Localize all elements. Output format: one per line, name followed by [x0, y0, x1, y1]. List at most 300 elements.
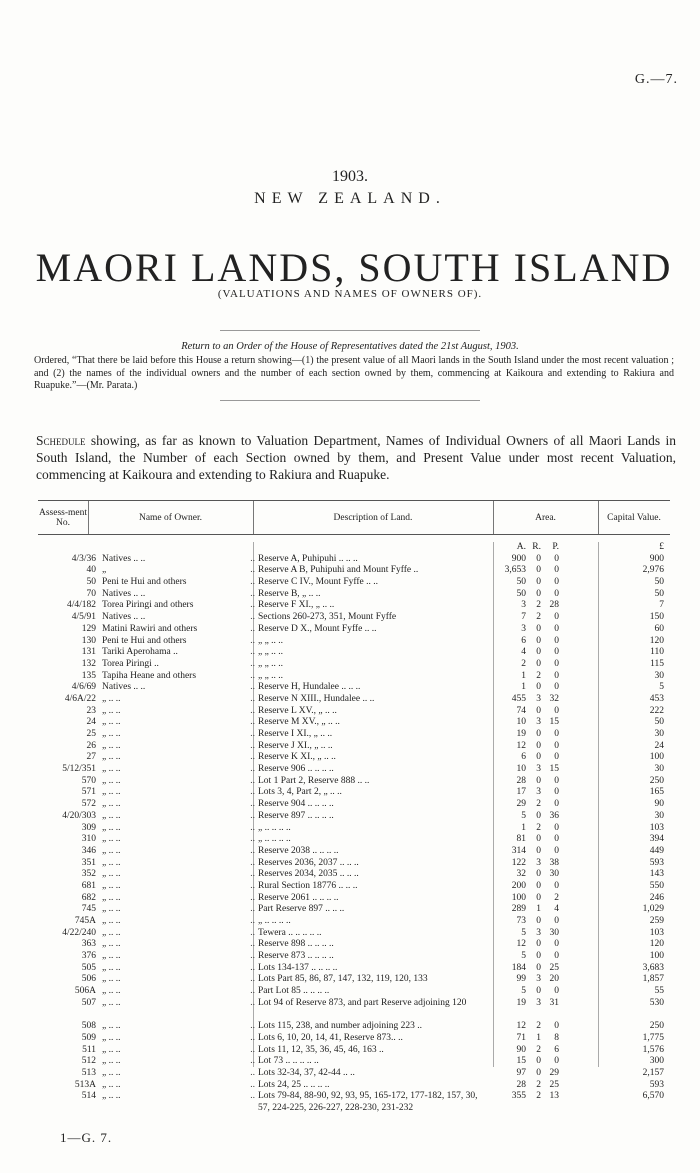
land-description: Reserve B, „ .. .. [258, 588, 321, 599]
owner-name: „ .. .. [102, 845, 121, 856]
assessment-number: 27 [86, 752, 96, 763]
area-acres: 289 [511, 904, 526, 915]
area-perches: 0 [554, 612, 559, 623]
capital-value: 30 [654, 810, 664, 821]
owner-name: „ .. .. [102, 904, 121, 915]
assessment-number: 129 [81, 623, 96, 634]
owner-name: „ [102, 565, 107, 576]
area-roods: 0 [536, 810, 541, 821]
area-acres: 12 [516, 740, 526, 751]
capital-value: 394 [649, 834, 664, 845]
leader-dots: .. [250, 834, 255, 845]
assessment-number: 571 [81, 787, 96, 798]
land-description: Lot 94 of Reserve 873, and part Reserve adjoining 120 [258, 997, 467, 1008]
divider-bottom [220, 400, 480, 401]
land-description: „ „ .. .. [258, 658, 284, 669]
assessment-number: 4/5/91 [71, 612, 96, 623]
area-roods: 0 [536, 986, 541, 997]
owner-name: „ .. .. [102, 962, 121, 973]
area-roods: 3 [536, 857, 541, 868]
area-roods: 2 [536, 799, 541, 810]
area-acres: 17 [516, 787, 526, 798]
leader-dots: .. [250, 1091, 255, 1102]
land-description: Reserve 906 .. .. .. .. [258, 764, 334, 775]
area-perches: 25 [549, 1079, 559, 1090]
capital-value: 250 [649, 1021, 664, 1032]
assessment-number: 572 [81, 799, 96, 810]
assessment-number: 4/6A/22 [64, 693, 96, 704]
leader-dots: .. [250, 1056, 255, 1067]
owner-name: „ .. .. [102, 705, 121, 716]
owner-name: „ .. .. [102, 892, 121, 903]
leader-dots: .. [250, 717, 255, 728]
area-acres: 29 [516, 799, 526, 810]
table-row [38, 823, 670, 835]
table-row [38, 904, 670, 916]
capital-value: 1,775 [642, 1032, 664, 1043]
area-acres: 32 [516, 869, 526, 880]
owner-name: „ .. .. [102, 740, 121, 751]
area-acres: 12 [516, 939, 526, 950]
table-row [38, 647, 670, 659]
table-row [38, 951, 670, 963]
owner-name: „ .. .. [102, 916, 121, 926]
owner-name: „ .. .. [102, 880, 121, 891]
area-perches: 0 [554, 787, 559, 798]
table-row [38, 963, 670, 975]
land-description: Reserve H, Hundalee .. .. .. [258, 682, 361, 693]
capital-value: 300 [649, 1056, 664, 1067]
leader-dots: .. [250, 693, 255, 704]
page-footer: 1—G. 7. [60, 1130, 113, 1145]
land-description: Reserve D X., Mount Fyffe .. .. [258, 623, 377, 634]
table-row [38, 589, 670, 601]
table-row [38, 799, 670, 811]
owner-name: „ .. .. [102, 729, 121, 739]
table-row [38, 858, 670, 870]
area-perches: 0 [554, 647, 559, 658]
capital-value: 100 [649, 752, 664, 763]
area-roods: 0 [536, 951, 541, 962]
table-row [38, 554, 670, 566]
divider-top [220, 330, 480, 331]
owner-name: „ .. .. [102, 787, 121, 798]
area-roods: 2 [536, 822, 541, 833]
area-acres: 19 [516, 997, 526, 1008]
area-acres: 314 [511, 845, 526, 856]
col-owner: Name of Owner. [88, 501, 254, 534]
area-roods: 0 [536, 658, 541, 669]
area-roods: 2 [536, 1021, 541, 1032]
land-description: Part Lot 85 .. .. .. .. [258, 986, 330, 997]
area-roods: 0 [536, 939, 541, 950]
land-description: Reserve 898 .. .. .. .. [258, 939, 334, 950]
units-row [38, 542, 670, 554]
capital-value: 6,570 [642, 1091, 664, 1102]
area-roods: 0 [536, 1067, 541, 1078]
area-roods: 0 [536, 962, 541, 973]
area-acres: 200 [511, 880, 526, 891]
col-value: Capital Value. [607, 512, 661, 523]
area-acres: 15 [516, 1056, 526, 1067]
area-perches: 0 [554, 834, 559, 845]
area-roods: 3 [536, 717, 541, 728]
table-body [38, 542, 670, 1126]
assessment-number: 309 [81, 822, 96, 833]
owner-name: Tapiha Heane and others [102, 670, 197, 681]
assessment-number: 512 [81, 1056, 96, 1067]
capital-value: 120 [649, 635, 664, 646]
area-acres: 1 [521, 682, 526, 693]
area-roods: 3 [536, 693, 541, 704]
owner-name: Natives .. .. [102, 588, 146, 599]
land-description: Reserve K XI., „ .. .. [258, 752, 336, 763]
area-acres: 97 [516, 1067, 526, 1078]
area-acres: 900 [511, 553, 526, 564]
land-description: Lots 6, 10, 20, 14, 41, Reserve 873.. .. [258, 1032, 403, 1043]
area-roods: 0 [536, 729, 541, 739]
capital-value: 593 [649, 857, 664, 868]
area-acres: 5 [521, 951, 526, 962]
assessment-number: 506 [81, 974, 96, 985]
land-description: Lot 1 Part 2, Reserve 888 .. .. [258, 775, 370, 786]
area-perches: 0 [554, 880, 559, 891]
area-perches: 0 [554, 775, 559, 786]
owner-name: „ .. .. [102, 752, 121, 763]
leader-dots: .. [250, 1079, 255, 1090]
area-acres: 10 [516, 764, 526, 775]
capital-value: 259 [649, 916, 664, 926]
area-acres: 6 [521, 635, 526, 646]
table-row [38, 636, 670, 648]
area-perches: 0 [554, 658, 559, 669]
area-perches: 15 [549, 764, 559, 775]
area-roods: 0 [536, 916, 541, 926]
assessment-number: 681 [81, 880, 96, 891]
leader-dots: .. [250, 764, 255, 775]
area-perches: 0 [554, 845, 559, 856]
area-acres: 19 [516, 729, 526, 739]
area-roods: 2 [536, 1091, 541, 1102]
table-row [38, 659, 670, 671]
unit-acres: A. [516, 542, 526, 552]
assessment-number: 5/12/351 [62, 764, 96, 775]
leader-dots: .. [250, 799, 255, 810]
area-roods: 0 [536, 565, 541, 576]
land-description: Lots 79-84, 88-90, 92, 93, 95, 165-172, 177-182, 157, 30, 57, 224-225, 226-227, 228-230, 231-232 [258, 1091, 478, 1114]
owner-name: „ .. .. [102, 822, 121, 833]
area-roods: 0 [536, 553, 541, 564]
area-acres: 28 [516, 1079, 526, 1090]
area-roods: 0 [536, 740, 541, 751]
leader-dots: .. [250, 951, 255, 962]
area-perches: 29 [549, 1067, 559, 1078]
table-row [38, 1021, 670, 1033]
owner-name: „ .. .. [102, 869, 121, 880]
leader-dots: .. [250, 880, 255, 891]
area-perches: 0 [554, 1021, 559, 1032]
area-roods: 0 [536, 577, 541, 588]
capital-value: 143 [649, 869, 664, 880]
capital-value: 1,576 [642, 1044, 664, 1055]
land-description: „ .. .. .. .. [258, 822, 291, 833]
area-perches: 0 [554, 623, 559, 634]
table-row [38, 787, 670, 799]
assessment-number: 511 [82, 1044, 96, 1055]
area-acres: 4 [521, 647, 526, 658]
area-roods: 3 [536, 927, 541, 938]
table-row [38, 694, 670, 706]
assessment-number: 25 [86, 729, 96, 739]
area-perches: 25 [549, 962, 559, 973]
area-perches: 0 [554, 577, 559, 588]
assessment-number: 135 [81, 670, 96, 681]
area-perches: 0 [554, 916, 559, 926]
capital-value: 103 [649, 927, 664, 938]
area-acres: 74 [516, 705, 526, 716]
leader-dots: .. [250, 623, 255, 634]
area-acres: 5 [521, 810, 526, 821]
leader-dots: .. [250, 857, 255, 868]
land-description: Reserve A B, Puhipuhi and Mount Fyffe .. [258, 565, 419, 576]
capital-value: 30 [654, 670, 664, 681]
capital-value: 246 [649, 892, 664, 903]
land-description: „ .. .. .. .. [258, 834, 291, 845]
return-order-line: Return to an Order of the House of Representatives dated the 21st August, 1903. [181, 341, 519, 352]
table-row [38, 671, 670, 683]
area-acres: 5 [521, 927, 526, 938]
table-row [38, 1080, 670, 1092]
table-row [38, 776, 670, 788]
area-roods: 0 [536, 635, 541, 646]
assessment-number: 50 [86, 577, 96, 588]
area-roods: 2 [536, 1079, 541, 1090]
owner-name: Natives .. .. [102, 612, 146, 623]
area-acres: 71 [516, 1032, 526, 1043]
assessment-number: 513A [74, 1079, 96, 1090]
area-perches: 2 [554, 892, 559, 903]
document-title: MAORI LANDS, SOUTH ISLAND [35, 245, 673, 290]
capital-value: 110 [650, 647, 664, 658]
owner-name: „ .. .. [102, 951, 121, 962]
table-row [38, 939, 670, 951]
leader-dots: .. [250, 565, 255, 576]
leader-dots: .. [250, 1021, 255, 1032]
assessment-number: 351 [81, 857, 96, 868]
leader-dots: .. [250, 775, 255, 786]
land-description: Lots 11, 12, 35, 36, 45, 46, 163 .. [258, 1044, 384, 1055]
leader-dots: .. [250, 740, 255, 751]
country-heading: NEW ZEALAND. [254, 190, 446, 207]
land-description: Reserves 2036, 2037 .. .. .. [258, 857, 359, 868]
capital-value: 453 [649, 693, 664, 704]
owner-name: Natives .. .. [102, 682, 146, 693]
area-roods: 3 [536, 997, 541, 1008]
assessment-number: 70 [86, 588, 96, 599]
area-acres: 3 [521, 623, 526, 634]
area-roods: 0 [536, 623, 541, 634]
area-roods: 3 [536, 974, 541, 985]
capital-value: 5 [659, 682, 664, 693]
land-description: Reserve 904 .. .. .. .. [258, 799, 334, 810]
capital-value: 50 [654, 577, 664, 588]
land-description: Reserve 897 .. .. .. .. [258, 810, 334, 821]
schedule-lead: Schedule [36, 433, 86, 448]
capital-value: 550 [649, 880, 664, 891]
capital-value: 30 [654, 729, 664, 739]
owner-name: Tariki Aperohama .. [102, 647, 178, 658]
assessment-number: 682 [81, 892, 96, 903]
area-roods: 3 [536, 764, 541, 775]
leader-dots: .. [250, 577, 255, 588]
owner-name: Torea Piringi and others [102, 600, 194, 611]
area-perches: 20 [549, 974, 559, 985]
area-perches: 0 [554, 822, 559, 833]
leader-dots: .. [250, 1044, 255, 1055]
assessment-number: 509 [81, 1032, 96, 1043]
leader-dots: .. [250, 810, 255, 821]
col-area: Area. [493, 501, 599, 534]
leader-dots: .. [250, 927, 255, 938]
assessment-number: 4/3/36 [71, 553, 96, 564]
area-roods: 2 [536, 1044, 541, 1055]
table-row [38, 974, 670, 986]
area-perches: 36 [549, 810, 559, 821]
area-acres: 184 [511, 962, 526, 973]
area-perches: 0 [554, 752, 559, 763]
capital-value: 90 [654, 799, 664, 810]
area-acres: 3 [521, 600, 526, 611]
land-description: Lots 3, 4, Part 2, „ .. .. [258, 787, 342, 798]
area-acres: 5 [521, 986, 526, 997]
area-roods: 0 [536, 647, 541, 658]
capital-value: 3,683 [642, 962, 664, 973]
owner-name: „ .. .. [102, 1032, 121, 1043]
capital-value: 55 [654, 986, 664, 997]
land-description: Lots 115, 238, and number adjoining 223 .. [258, 1021, 423, 1032]
area-roods: 0 [536, 845, 541, 856]
table-row [38, 916, 670, 928]
area-acres: 455 [511, 693, 526, 704]
area-acres: 100 [511, 892, 526, 903]
area-acres: 2 [521, 658, 526, 669]
land-description: Reserve C IV., Mount Fyffe .. .. [258, 577, 378, 588]
table-row [38, 881, 670, 893]
leader-dots: .. [250, 916, 255, 926]
leader-dots: .. [250, 752, 255, 763]
area-perches: 30 [549, 927, 559, 938]
area-acres: 10 [516, 717, 526, 728]
area-perches: 38 [549, 857, 559, 868]
table-row [38, 1056, 670, 1068]
land-description: Part Reserve 897 .. .. .. [258, 904, 345, 915]
assessment-number: 4/6/69 [71, 682, 96, 693]
capital-value: 449 [649, 845, 664, 856]
area-perches: 0 [554, 951, 559, 962]
assessment-number: 4/4/182 [66, 600, 96, 611]
land-description: Lots 134-137 .. .. .. .. [258, 962, 338, 973]
owner-name: „ .. .. [102, 693, 121, 704]
area-perches: 0 [554, 670, 559, 681]
assessment-number: 132 [81, 658, 96, 669]
capital-value: 2,976 [642, 565, 664, 576]
land-description: Tewera .. .. .. .. .. [258, 927, 322, 938]
area-roods: 0 [536, 752, 541, 763]
area-perches: 30 [549, 869, 559, 880]
area-acres: 122 [511, 857, 526, 868]
area-perches: 0 [554, 588, 559, 599]
table-row [38, 577, 670, 589]
assessment-number: 745A [74, 916, 96, 926]
leader-dots: .. [250, 635, 255, 646]
capital-value: 24 [654, 740, 664, 751]
area-acres: 81 [516, 834, 526, 845]
table-row [38, 1068, 670, 1080]
capital-value: 115 [650, 658, 664, 669]
leader-dots: .. [250, 588, 255, 599]
table-row [38, 986, 670, 998]
table-header [38, 500, 670, 535]
table-row [38, 1091, 670, 1126]
assessment-number: 376 [81, 951, 96, 962]
owner-name: Matini Rawiri and others [102, 623, 198, 634]
schedule-paragraph [36, 432, 676, 483]
land-description: Lots Part 85, 86, 87, 147, 132, 119, 120, 133 [258, 974, 428, 985]
capital-value: 103 [649, 822, 664, 833]
leader-dots: .. [250, 939, 255, 950]
area-acres: 90 [516, 1044, 526, 1055]
table-row [38, 834, 670, 846]
assessment-number: 131 [81, 647, 96, 658]
owner-name: „ .. .. [102, 1079, 121, 1090]
capital-value: 60 [654, 623, 664, 634]
area-acres: 1 [521, 822, 526, 833]
land-description: Reserve F XI., „ .. .. [258, 600, 335, 611]
area-roods: 0 [536, 682, 541, 693]
table-row [38, 717, 670, 729]
leader-dots: .. [250, 892, 255, 903]
leader-dots: .. [250, 997, 255, 1008]
leader-dots: .. [250, 682, 255, 693]
capital-value: 250 [649, 775, 664, 786]
leader-dots: .. [250, 787, 255, 798]
area-acres: 73 [516, 916, 526, 926]
leader-dots: .. [250, 869, 255, 880]
leader-dots: .. [250, 729, 255, 739]
owner-name: „ .. .. [102, 775, 121, 786]
capital-value: 593 [649, 1079, 664, 1090]
land-description: Reserve A, Puhipuhi .. .. .. [258, 553, 358, 564]
area-acres: 28 [516, 775, 526, 786]
area-acres: 12 [516, 1021, 526, 1032]
capital-value: 1,029 [642, 904, 664, 915]
capital-value: 165 [649, 787, 664, 798]
area-roods: 0 [536, 588, 541, 599]
leader-dots: .. [250, 822, 255, 833]
area-perches: 0 [554, 986, 559, 997]
owner-name: „ .. .. [102, 834, 121, 845]
area-roods: 0 [536, 705, 541, 716]
assessment-number: 130 [81, 635, 96, 646]
owner-name: „ .. .. [102, 974, 121, 985]
owner-name: „ .. .. [102, 986, 121, 997]
area-perches: 0 [554, 682, 559, 693]
land-description: Lots 24, 25 .. .. .. .. [258, 1079, 330, 1090]
assessment-number: 24 [86, 717, 96, 728]
owner-name: „ .. .. [102, 1091, 121, 1102]
area-roods: 3 [536, 787, 541, 798]
unit-pound: £ [659, 542, 664, 552]
